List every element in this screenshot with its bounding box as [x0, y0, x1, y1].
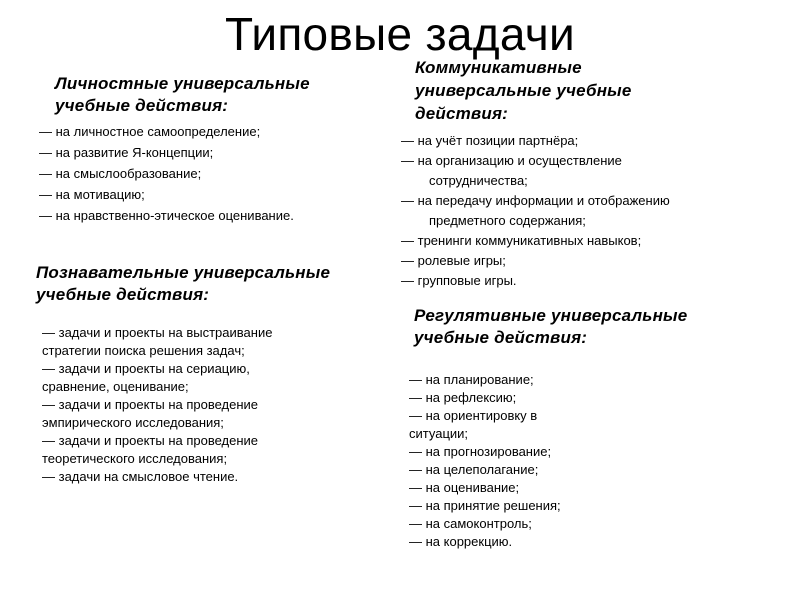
list-item-text: — на учёт позиции партнёра;: [401, 133, 579, 148]
communicative-actions-list: [401, 131, 755, 291]
list-item: — на самоконтроль;: [409, 516, 532, 531]
heading-line: универсальные учебные: [415, 81, 632, 100]
heading-line: учебные действия:: [36, 285, 210, 304]
list-item: — на ориентировку в: [409, 408, 538, 423]
personal-actions-list: [39, 121, 375, 226]
heading-line: Познавательные универсальные: [36, 263, 331, 282]
cognitive-actions-heading: [36, 262, 386, 306]
list-item: — задачи на смысловое чтение.: [42, 469, 239, 484]
list-item: — на развитие Я-концепции;: [39, 145, 214, 160]
list-item: — на смыслообразование;: [39, 166, 202, 181]
heading-line: учебные действия:: [414, 328, 588, 347]
list-item-continuation: сотрудничества;: [429, 173, 528, 188]
list-item: теоретического исследования;: [42, 451, 228, 466]
communicative-actions-block: [401, 56, 755, 291]
list-item: — задачи и проекты на выстраивание: [42, 325, 273, 340]
list-item: — на планирование;: [409, 372, 534, 387]
page-title: Типовые задачи: [224, 8, 576, 60]
list-item: — задачи и проекты на сериацию,: [42, 361, 250, 376]
cognitive-actions-block: [36, 262, 386, 486]
list-item: — на целеполагание;: [409, 462, 539, 477]
list-item: [401, 271, 755, 291]
list-item: [401, 151, 755, 191]
list-item: — задачи и проекты на проведение: [42, 433, 259, 448]
list-item-text: — групповые игры.: [401, 273, 517, 288]
heading-line: учебные действия:: [55, 96, 229, 115]
list-item: — на мотивацию;: [39, 187, 145, 202]
list-item: стратегии поиска решения задач;: [42, 343, 245, 358]
list-item: — на коррекцию.: [409, 534, 513, 549]
list-item: — на личностное самоопределение;: [39, 124, 261, 139]
heading-line: Регулятивные универсальные: [414, 306, 688, 325]
list-item: [401, 131, 755, 151]
communicative-actions-heading: [415, 56, 755, 125]
list-item-continuation: предметного содержания;: [429, 213, 586, 228]
personal-actions-block: [39, 73, 375, 226]
list-item-text: — тренинги коммуникативных навыков;: [401, 233, 642, 248]
list-item: — на прогнозирование;: [409, 444, 552, 459]
heading-line: действия:: [415, 104, 509, 123]
list-item: — на оценивание;: [409, 480, 520, 495]
list-item: — задачи и проекты на проведение: [42, 397, 259, 412]
list-item: [401, 191, 755, 231]
regulative-actions-block: [409, 305, 754, 551]
cognitive-actions-list: [42, 324, 386, 486]
regulative-actions-list: [409, 371, 754, 551]
list-item-text: — ролевые игры;: [401, 253, 506, 268]
list-item: [401, 251, 755, 271]
heading-line: Коммуникативные: [415, 58, 582, 77]
list-item: [401, 231, 755, 251]
list-item: — на рефлексию;: [409, 390, 517, 405]
list-item: ситуации;: [409, 426, 469, 441]
list-item: сравнение, оценивание;: [42, 379, 189, 394]
list-item-text: — на передачу информации и отображению: [401, 193, 670, 208]
list-item: — на принятие решения;: [409, 498, 561, 513]
personal-actions-heading: [55, 73, 375, 117]
regulative-actions-heading: [414, 305, 754, 349]
list-item: эмпирического исследования;: [42, 415, 224, 430]
list-item: — на нравственно-этическое оценивание.: [39, 208, 294, 223]
heading-line: Личностные универсальные: [55, 74, 310, 93]
list-item-text: — на организацию и осуществление: [401, 153, 622, 168]
